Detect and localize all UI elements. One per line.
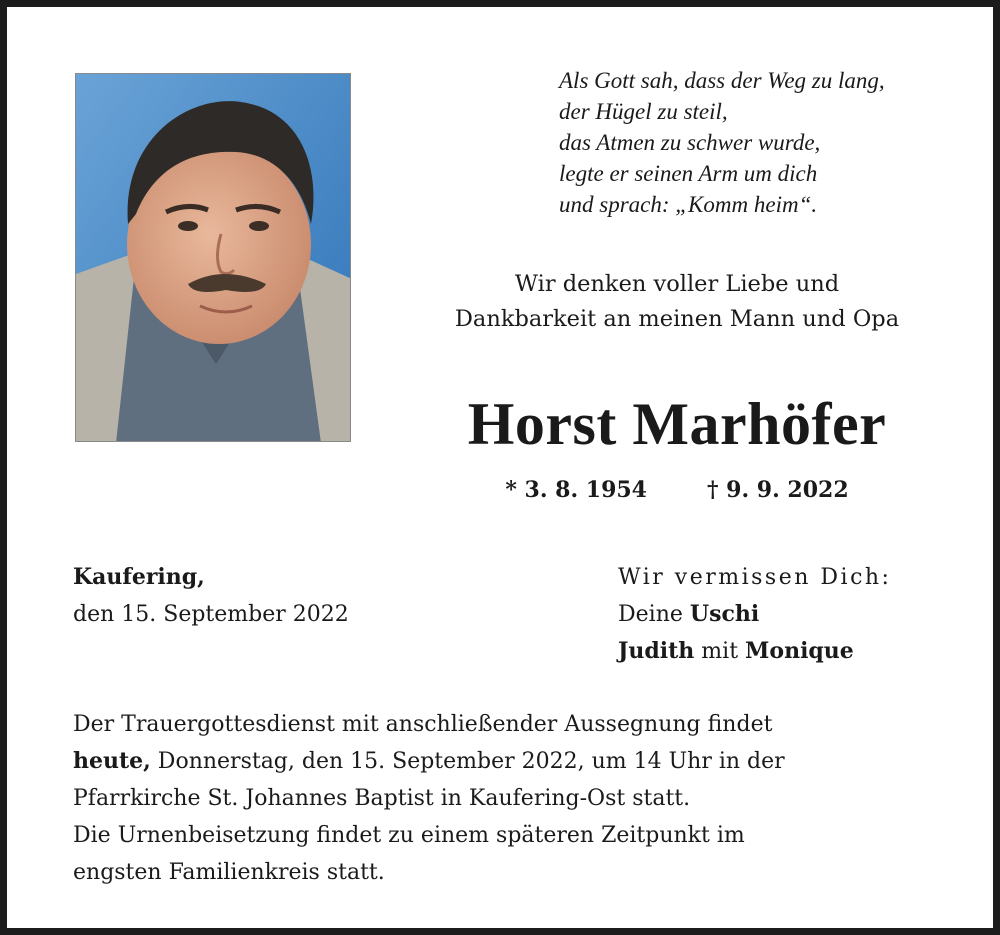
- notice-line: Der Trauergottesdienst mit anschließender Aussegnung findet: [73, 712, 773, 737]
- poem: [559, 65, 885, 220]
- signatories-heading: Wir vermissen Dich:: [618, 565, 892, 590]
- notice-line: Pfarrkirche St. Johannes Baptist in Kaufering-Ost statt.: [73, 786, 691, 811]
- notice-line: Die Urnenbeisetzung findet zu einem späteren Zeitpunkt im: [73, 823, 745, 848]
- signatory-name-monique: Monique: [745, 638, 854, 664]
- signatory-connector: mit: [694, 639, 746, 664]
- dedication-line: Dankbarkeit an meinen Mann und Opa: [454, 306, 900, 332]
- life-dates: [407, 473, 947, 507]
- signatory-line-2: [618, 633, 891, 670]
- notice-line: [73, 743, 785, 780]
- death-date: † 9. 9. 2022: [707, 477, 849, 503]
- poem-line: der Hügel zu steil,: [559, 99, 728, 124]
- signatories: [618, 559, 891, 670]
- dedication: [407, 267, 947, 337]
- deceased-name: Horst Marhöfer: [467, 391, 887, 457]
- poem-line: und sprach: „Komm heim“.: [559, 192, 818, 217]
- signatory-name-uschi: Uschi: [689, 601, 760, 627]
- signatory-prefix: Deine: [618, 602, 690, 627]
- poem-line: legte er seinen Arm um dich: [559, 161, 818, 186]
- notice-text: Donnerstag, den 15. September 2022, um 14 Uhr in der: [150, 749, 785, 774]
- notice-line: engsten Familienkreis statt.: [73, 860, 385, 885]
- poem-line: Als Gott sah, dass der Weg zu lang,: [559, 68, 885, 93]
- signatory-name-judith: Judith: [618, 638, 695, 664]
- place-and-date: [73, 559, 349, 633]
- dedication-line: Wir denken voller Liebe und: [514, 271, 840, 297]
- portrait-photo: [75, 73, 351, 442]
- signatory-line-1: [618, 596, 891, 633]
- poem-line: das Atmen zu schwer wurde,: [559, 130, 821, 155]
- birth-date: * 3. 8. 1954: [505, 477, 647, 503]
- funeral-notice: [73, 706, 785, 891]
- place-city: Kaufering,: [73, 564, 205, 590]
- notice-emphasis: heute,: [73, 748, 151, 774]
- place-date: den 15. September 2022: [73, 602, 349, 627]
